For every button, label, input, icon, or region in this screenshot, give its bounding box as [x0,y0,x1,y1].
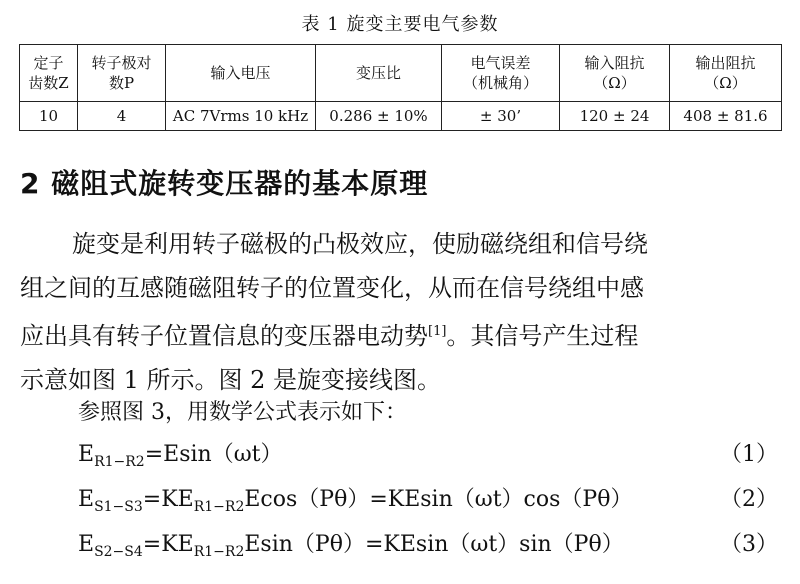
table-caption: 表 1 旋变主要电气参数 [301,14,499,35]
header-electrical-error: 电气误差 （机械角） [442,45,560,102]
table-row [20,102,782,131]
equation-number: （3） [720,532,778,557]
parameters-table [19,44,782,131]
body-paragraph [20,222,780,402]
paragraph-line: 旋变是利用转子磁极的凸极效应，使励磁绕组和信号绕 [72,230,648,258]
header-input-voltage: 输入电压 [166,45,316,102]
table-cell: AC 7Vrms 10 kHz [166,102,316,131]
equation-2: $E_{S1-S3}=KE_{R1-R2}Ecos(P\theta)=KEsin(\omega t)\cos(P\theta)$ （2） [78,487,778,515]
table-cell: 10 [20,102,78,131]
table-cell: 0.286 ± 10% [316,102,442,131]
equation-number: （1） [720,442,778,467]
table-cell: 120 ± 24 [560,102,670,131]
equation-1: $E_{R1-R2}=Esin(\omega t)$ （1） [78,442,778,470]
header-transformation-ratio: 变压比 [316,45,442,102]
formula-intro: 参照图 3，用数学公式表示如下： [78,400,407,425]
header-rotor-pole-pairs: 转子极对 数P [78,45,166,102]
table-cell: 408 ± 81.6 [670,102,782,131]
equation-number: （2） [720,487,778,512]
table-cell: ± 30’ [442,102,560,131]
paragraph-line: 组之间的互感随磁阻转子的位置变化，从而在信号绕组中感 [20,274,644,302]
equation-3: $E_{S2-S4}=KE_{R1-R2}Esin(P\theta)=KEsin(\omega t)\sin(P\theta)$ （3） [78,532,778,560]
citation-ref[interactable]: [1] [428,324,447,339]
header-output-impedance: 输出阻抗 （Ω） [670,45,782,102]
table-header-row [20,45,782,102]
paragraph-line: 应出具有转子位置信息的变压器电动势[1]。其信号产生过程 [20,322,639,350]
paragraph-line: 示意如图 1 所示。图 2 是旋变接线图。 [20,366,442,394]
header-stator-teeth: 定子 齿数Z [20,45,78,102]
table-cell: 4 [78,102,166,131]
header-input-impedance: 输入阻抗 （Ω） [560,45,670,102]
section-heading: 2 磁阻式旋转变压器的基本原理 [20,167,429,200]
